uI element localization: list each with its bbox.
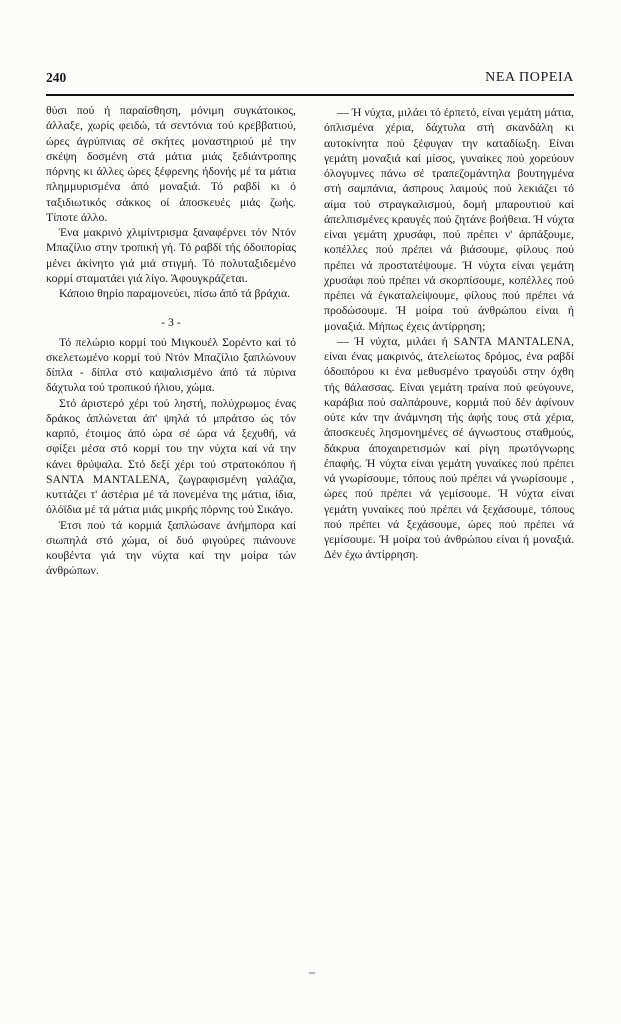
- paragraph: Κάποιο θηρίο παραμονεύει, πίσω άπό τά βράχια.: [59, 286, 291, 300]
- paragraph: θύσι πού ή παραίσθηση, μόνιμη συγκάτοικος, άλλαξε, χωρίς φειδώ, τά σεντόνια τού κρεββατιού, ώρες άγρύπνιας σέ σκήτες μοναστηριού μέ την σκέψη δοσμένη στά μάτια μιάς ξεδιάντροπης πόρνης κι άλλες ώρες ξέφρενης ήδονής μέ τα μάτια πλημμυρισμένα άπό μοναξιά. Τό ραβδί κι ό ταξιδιωτικός σάκκος οί άποσκευές μιάς ζωής. Τίποτε άλλο.: [46, 103, 296, 224]
- page-number: 240: [46, 70, 67, 85]
- paragraph: Έτσι πού τά κορμιά ξαπλώσανε άνήμπορα καί σιωπηλά στό χώμα, οί δυό φιγούρες πιάνουνε κουβέντα γιά την νύχτα καί την μοίρα τών άνθρώπων.: [46, 517, 296, 578]
- right-column: [324, 105, 574, 563]
- paragraph: Ένα μακρινό χλιμίντρισμα ξαναφέρνει τόν Ντόν Μπαζίλιο στην τροπική γή. Τό ραβδί τής όδοιπορίας μένει άκίνητο γιά μιά στιγμή. Τό πολυταξιδεμένο κορμί σταματάει γιά λίγο. Άφουγκράζεται.: [46, 225, 296, 285]
- paragraph: Τό πελώριο κορμί τού Μιγκουέλ Σορέντο καί τό σκελετωμένο κορμί τού Ντόν Μπαζίλιο ξαπλώνουν δίπλα - δίπλα στό καψαλισμένο άπό τά πύρινα δάχτυλα τού τροπικού ήλιου, χώμα.: [46, 334, 296, 395]
- running-title: ΝΕΑ ΠΟΡΕΙΑ: [485, 70, 574, 85]
- paragraph: Στό άριστερό χέρι τού ληστή, πολύχρωμος ένας δράκος άπλώνεται άπ' ψηλά τό μπράτσο ώς τόν καρπό, έτοιμος άπό ώρα σέ ώρα νά ξεχυθή, νά σφίξει μέσα στό κορμί του την νύχτα καί νά την κάνει θρύψαλα. Στό δεξί χέρι τού στρατοκόπου ή SANTA MANTALENA, ζωγραφισμένη γαλάζια, κυττάζει τ' άστέρια μέ τά πονεμένα της μάτια, ίδια, όλόϊδια μέ τά μάτια μιάς μικρής πόρνης τού Σικάγο.: [46, 395, 296, 517]
- scan-mark: [309, 972, 315, 974]
- section-number: - 3 -: [161, 315, 181, 330]
- left-column: [46, 103, 296, 579]
- header-rule: [46, 94, 574, 96]
- paragraph: — Ή νύχτα, μιλάει ή SANTA MANTALENA, είναι ένας μακρινός, άτελείωτος δρόμος, ένα ραβδί όδοιπόρου κι ένα μεθυσμένο τραγούδι στην όχθη τής θάλασσας. Είναι γεμάτη τραίνα πού φεύγουνε, καράβια πού σαλπάρουνε, κορμιά πού δέν άφίνουν ούτε κάν την άνάμνηση τής άφής τους στά χέρια, άποσκευές λησμονημένες σέ άγνωστους σταθμούς, δάκρυα άποχαιρετισμών καί ρίγη πρωτόγνωρης έπαφής. Ή νύχτα είναι γεμάτη γυναίκες πού πρέπει νά γνωρίσουμε, τόπους πού πρέπει νά γνωρίσουμε , ώρες πού πρέπει νά γεμίσουμε. Ή νύχτα είναι γεμάτη γυναίκες πού πρέπει νά ξεχάσουμε, τόπους πού πρέπει νά ξεχάσουμε, ώρες πού πρέπει νά γεμίσουμε. Ή μοίρα τού άνθρώπου είναι ή μοναξιά. Δέν έχω άντίρρηση.: [324, 333, 574, 562]
- page-header: [46, 70, 574, 92]
- paragraph: — Ή νύχτα, μιλάει τό έρπετό, είναι γεμάτη μάτια, όπλισμένα χέρια, δάχτυλα στή σκανδάλη κι αυτοκίνητα πού ξέφυγαν την καταδίωξη. Είναι γεμάτη μοναξιά καί μίσος, γυναίκες πού χορεύουν όλογυμνες πάνω σέ τραπεζομάντηλα βουτηγμένα στή σαμπάνια, άσπρους λαιμούς πού λεκιάζει τό αίμα τού στραγκαλισμού, δομή μπαρουτιού καί άπελπισμένες κραυγές πού ζητάνε βοήθεια. Ή νύχτα είναι γεμάτη χρυσάφι, πού πρέπει ν' άρπάξουμε, κοπέλλες πού πρέπει νά βιάσουμε, φίλους πού πρέπει νά προστατέψουμε. Ή νύχτα είναι γεμάτη χρυσάφι πού πρέπει νά σκορπίσουμε, κοπέλλες πού πρέπει νά έγκαταλείψουμε, φίλους πού πρέπει νά προδώσουμε. Ή μοίρα τού άνθρώπου είναι ή μοναξιά. Μήπως έχεις άντίρρηση;: [324, 105, 574, 333]
